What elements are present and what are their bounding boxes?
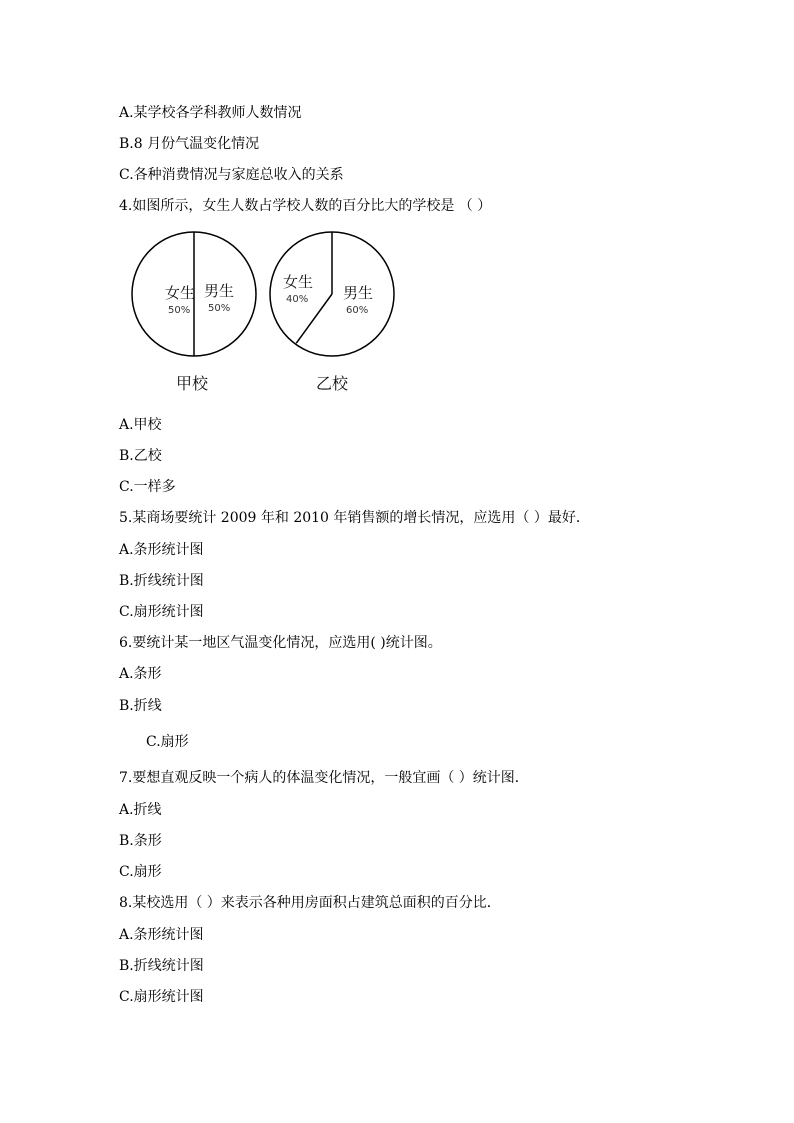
q6-option-c: C.扇形 xyxy=(146,734,189,750)
yi-girls-percent: 40% xyxy=(286,294,309,305)
q7-question: 7.要想直观反映一个病人的体温变化情况，一般宜画（ ）统计图． xyxy=(119,770,529,786)
q5-option-c: C.扇形统计图 xyxy=(119,604,204,620)
pie-charts-svg xyxy=(120,226,420,401)
jia-boys-percent: 50% xyxy=(208,303,231,314)
q8-question: 8.某校选用（ ）来表示各种用房面积占建筑总面积的百分比． xyxy=(119,895,501,911)
q6-option-a: A.条形 xyxy=(119,666,162,682)
q8-option-c: C.扇形统计图 xyxy=(119,989,204,1005)
q6-option-b: B.折线 xyxy=(119,698,162,714)
q4-option-a: A.甲校 xyxy=(119,417,162,433)
pie-chart-jia xyxy=(132,232,256,393)
q5-option-a: A.条形统计图 xyxy=(119,542,204,558)
q3-option-a: A.某学校各学科教师人数情况 xyxy=(119,105,302,121)
yi-boys-percent: 60% xyxy=(346,305,369,316)
q4-option-c: C.一样多 xyxy=(119,479,176,495)
q3-option-c: C.各种消费情况与家庭总收入的关系 xyxy=(119,167,344,183)
q5-question: 5.某商场要统计 2009 年和 2010 年销售额的增长情况，应选用（ ）最好． xyxy=(119,510,590,526)
q7-option-a: A.折线 xyxy=(119,802,162,818)
jia-girls-label: 女生 xyxy=(165,284,196,302)
q3-option-b: B.8 月份气温变化情况 xyxy=(119,136,260,152)
yi-title: 乙校 xyxy=(316,374,349,393)
yi-girls-label: 女生 xyxy=(283,273,314,291)
pie-charts-figure xyxy=(120,226,420,401)
q4-question: 4.如图所示，女生人数占学校人数的百分比大的学校是 （ ） xyxy=(119,198,492,214)
jia-girls-percent: 50% xyxy=(168,305,191,316)
pie-chart-yi xyxy=(270,232,394,393)
q4-option-b: B.乙校 xyxy=(119,448,162,464)
q7-option-b: B.条形 xyxy=(119,833,162,849)
jia-title: 甲校 xyxy=(176,374,209,393)
q7-option-c: C.扇形 xyxy=(119,864,162,880)
jia-boys-label: 男生 xyxy=(204,282,235,300)
q6-question: 6.要统计某一地区气温变化情况，应选用( )统计图。 xyxy=(119,635,442,651)
yi-boys-label: 男生 xyxy=(343,284,374,302)
q8-option-a: A.条形统计图 xyxy=(119,927,204,943)
q5-option-b: B.折线统计图 xyxy=(119,573,204,589)
q8-option-b: B.折线统计图 xyxy=(119,958,204,974)
